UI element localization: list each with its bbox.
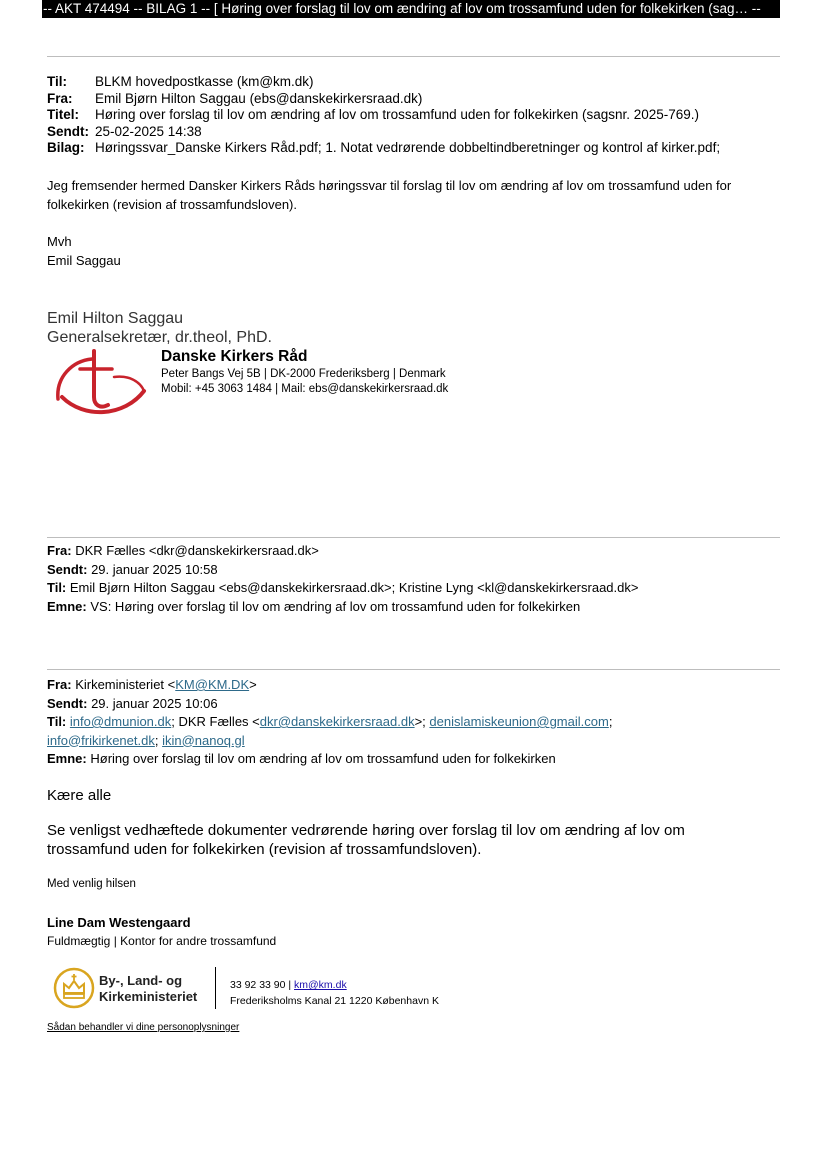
- body-paragraph-2: Se venligst vedhæftede dokumenter vedrørende høring over forslag til lov om ændring af lov om trossamfund uden for folkekirken (revision af trossamfundsloven).: [47, 822, 685, 858]
- fwd2-to: Til: info@dmunion.dk; DKR Fælles <dkr@danskekirkersraad.dk>; denislamiskeunion@gmail.com;: [47, 714, 613, 729]
- fwd1-from: Fra: DKR Fælles <dkr@danskekirkersraad.dk>: [47, 543, 319, 558]
- signature-name: Emil Hilton Saggau: [47, 310, 184, 327]
- email-link[interactable]: info@frikirkenet.dk: [47, 732, 155, 748]
- header-row-to: Til: BLKM hovedpostkasse (km@km.dk): [47, 74, 314, 89]
- email-link[interactable]: info@dmunion.dk: [69, 714, 172, 729]
- document-banner: [42, 0, 780, 18]
- divider: [47, 56, 780, 57]
- divider: [47, 537, 780, 538]
- email-link[interactable]: dkr@danskekirkersraad.dk: [259, 714, 415, 729]
- email-link[interactable]: KM@KM.DK: [175, 677, 250, 692]
- divider: [47, 669, 780, 670]
- ministry-name: By-, Land- og Kirkeministeriet: [99, 973, 198, 1004]
- fwd2-subject: Emne: Høring over forslag til lov om ændring af lov om trossamfund uden for folkekirken: [47, 751, 556, 766]
- dkr-logo-icon: [54, 347, 150, 415]
- fwd2-sent: Sendt: 29. januar 2025 10:06: [47, 695, 218, 711]
- crown-icon: [52, 966, 96, 1010]
- email-link[interactable]: km@km.dk: [294, 979, 347, 991]
- email-header: [47, 74, 721, 157]
- signature-title: Generalsekretær, dr.theol, PhD.: [47, 329, 272, 346]
- header-row-sent: Sendt: 25-02-2025 14:38: [47, 123, 202, 139]
- organization-contact: Peter Bangs Vej 5B | DK-2000 Frederiksberg | Denmark Mobil: +45 3063 1484 | Mail: ebs@danskekirkersraad.dk: [161, 368, 449, 395]
- ministry-contact: 33 92 33 90 | km@km.dk Frederiksholms Kanal 21 1220 København K: [230, 979, 439, 1007]
- email-link[interactable]: ikin@nanoq.gl: [162, 732, 245, 748]
- header-row-title: Titel: Høring over forslag til lov om ændring af lov om trossamfund uden for folkekirken (sagsnr. 2025-769.): [47, 107, 700, 122]
- fwd1-subject: Emne: VS: Høring over forslag til lov om ændring af lov om trossamfund uden for folkekirken: [47, 598, 581, 614]
- email-link[interactable]: denislamiskeunion@gmail.com: [429, 714, 609, 729]
- header-row-attachments: Bilag: Høringssvar_Danske Kirkers Råd.pdf; 1. Notat vedrørende dobbeltindberetninger og kontrol af kirker.pdf;: [47, 140, 721, 155]
- forward-header-1: [47, 542, 638, 616]
- closing: Med venlig hilsen: [47, 878, 136, 890]
- fwd2-to-cont: info@frikirkenet.dk; ikin@nanoq.gl: [47, 732, 245, 748]
- divider: [215, 967, 216, 1009]
- signature-role: Fuldmægtig | Kontor for andre trossamfund: [47, 934, 277, 948]
- banner-text: -- AKT 474494 -- BILAG 1 -- [ Høring over forslag til lov om ændring af lov om trossamfund uden for folkekirken (sag… --: [43, 1, 761, 16]
- fwd1-sent: Sendt: 29. januar 2025 10:58: [47, 561, 218, 577]
- fwd2-from: Fra: Kirkeministeriet <KM@KM.DK>: [47, 677, 257, 692]
- organization-name: Danske Kirkers Råd: [161, 348, 308, 365]
- greeting: Kære alle: [47, 787, 112, 804]
- fwd1-to: Til: Emil Bjørn Hilton Saggau <ebs@danskekirkersraad.dk>; Kristine Lyng <kl@danskekirkersraad.dk>: [47, 580, 639, 595]
- body-closing: Mvh Emil Saggau: [47, 234, 121, 268]
- body-paragraph: Jeg fremsender hermed Dansker Kirkers Råds høringssvar til forslag til lov om ændring af lov om trossamfund uden for folkekirken (revision af trossamfundsloven).: [47, 178, 732, 212]
- privacy-link[interactable]: Sådan behandler vi dine personoplysninger: [47, 1022, 240, 1033]
- signature-name-2: Line Dam Westengaard: [47, 915, 191, 930]
- forward-header-2: [47, 676, 612, 769]
- header-row-from: Fra: Emil Bjørn Hilton Saggau (ebs@danskekirkersraad.dk): [47, 90, 423, 106]
